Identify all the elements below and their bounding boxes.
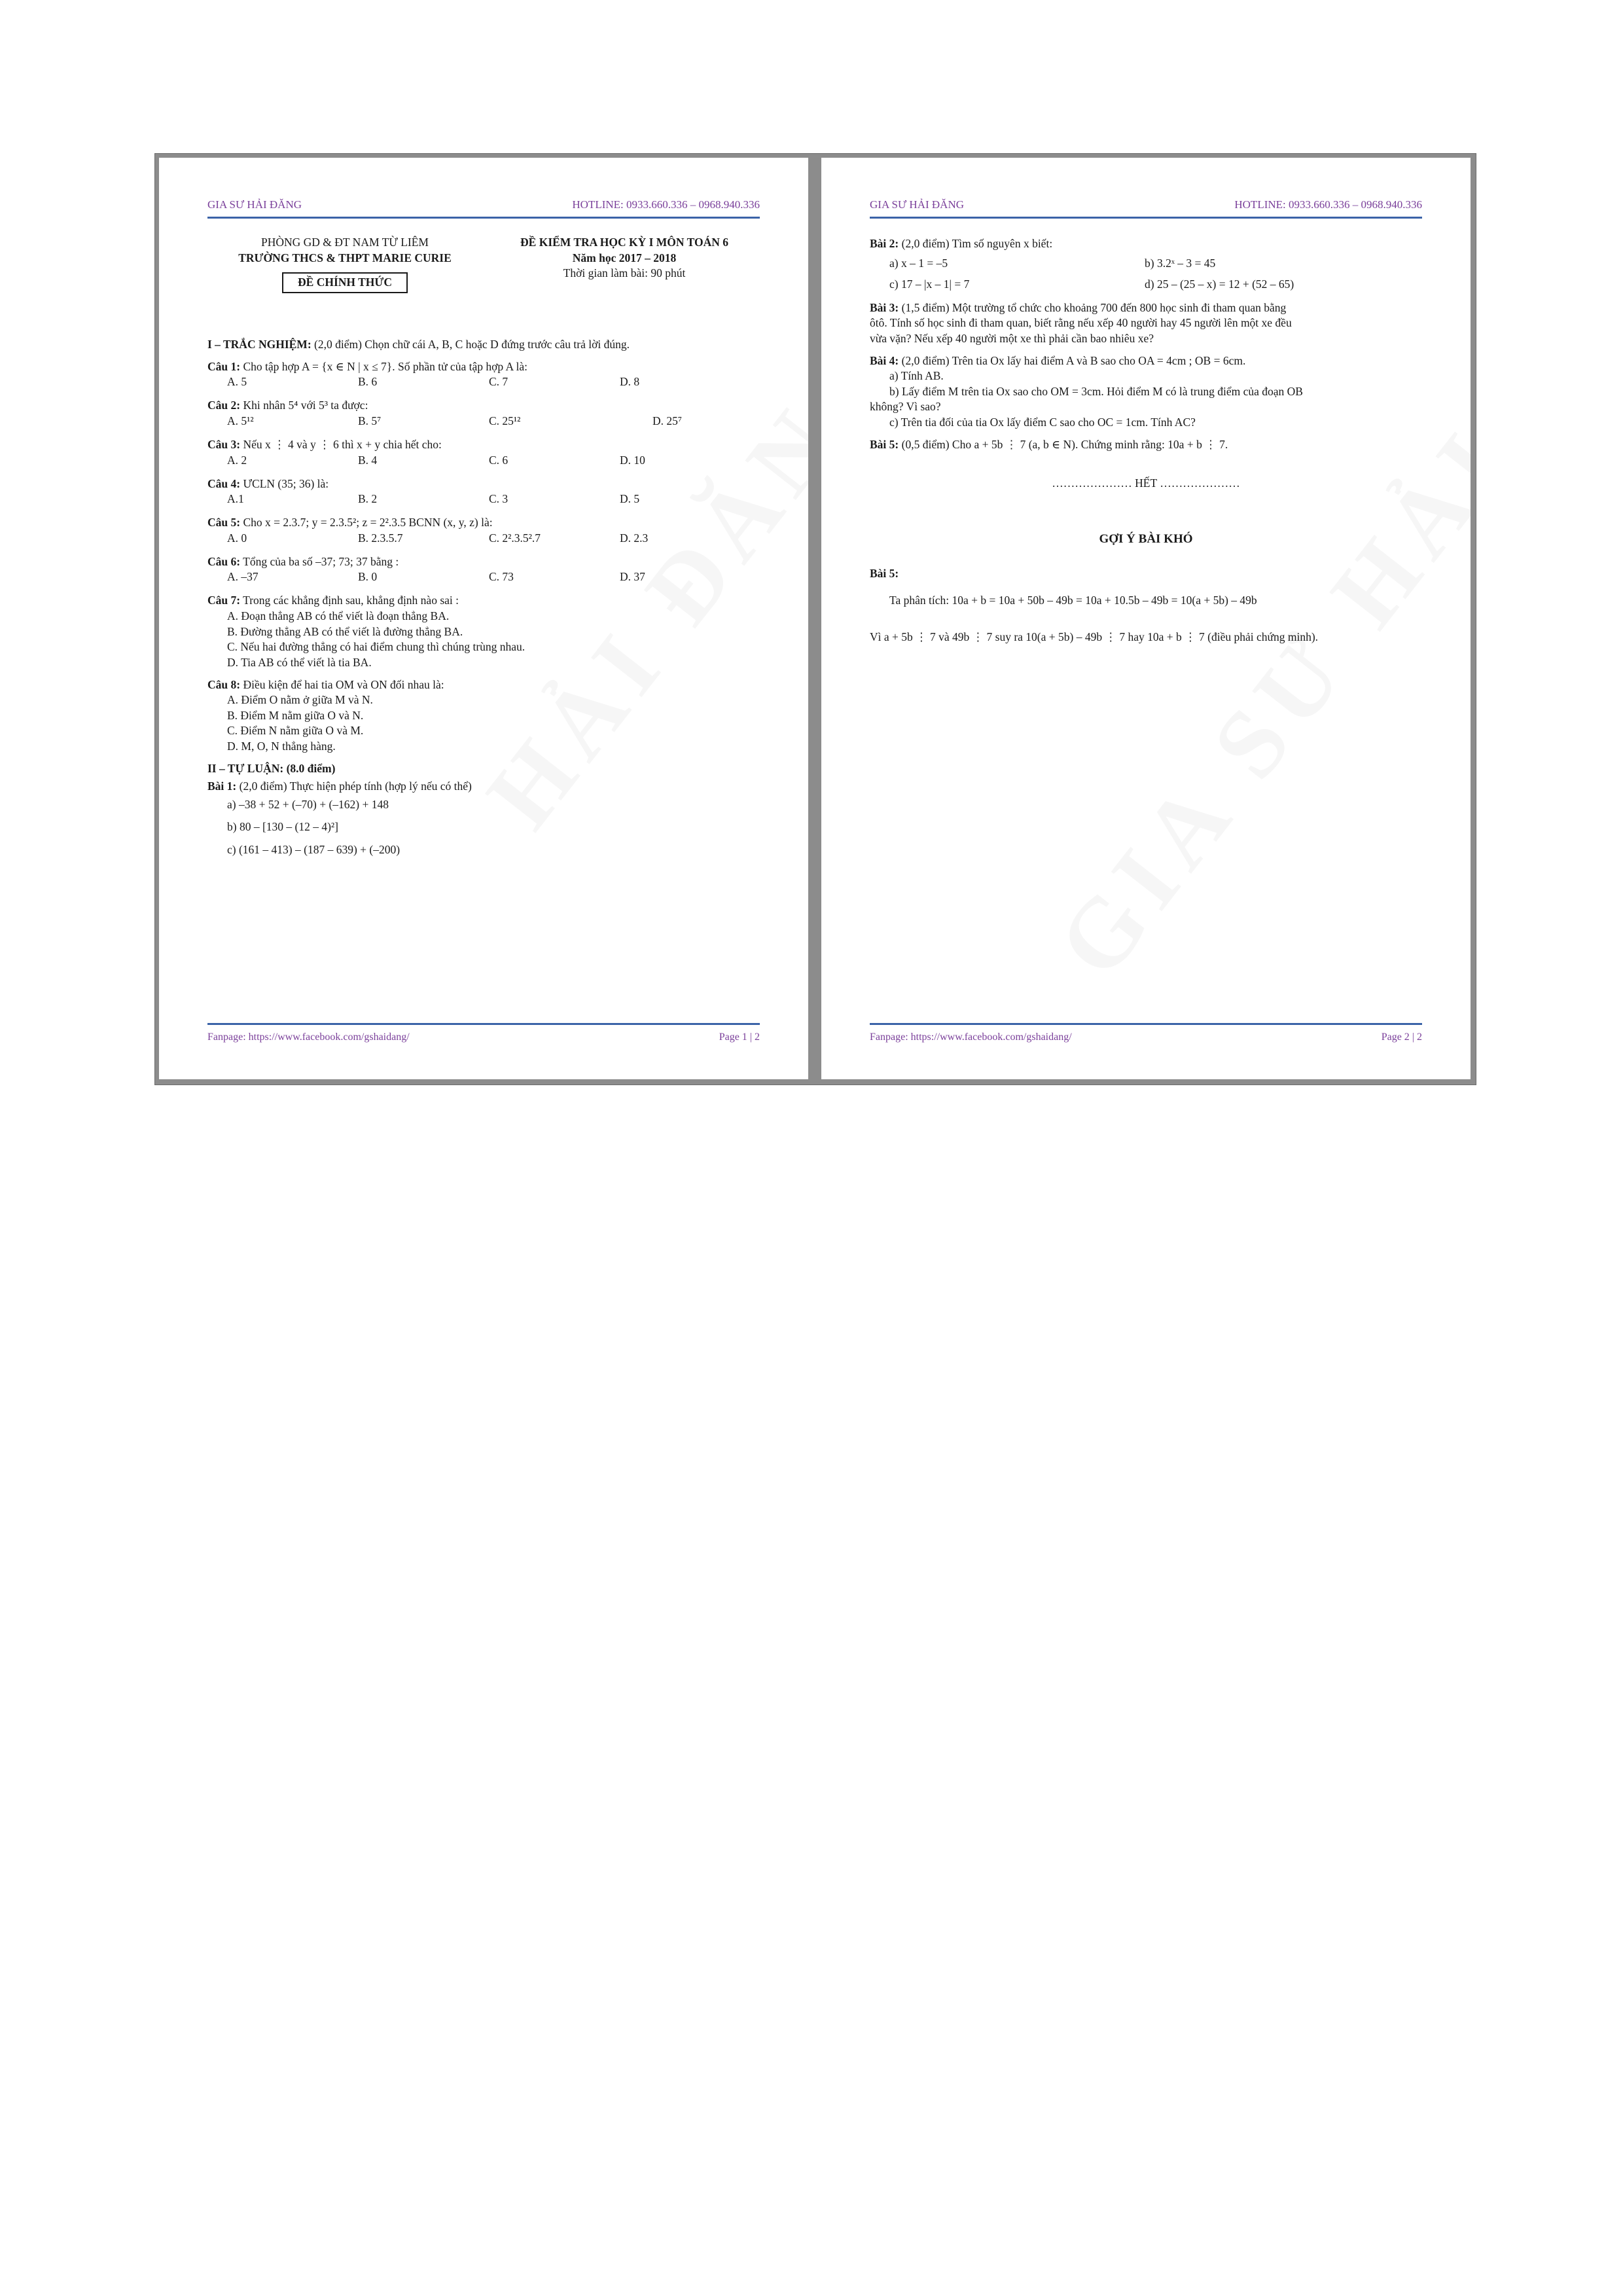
- hint-label: Bài 5:: [870, 566, 899, 580]
- page-2: [821, 158, 1471, 1079]
- bai4: [870, 353, 1422, 431]
- question-4: [207, 476, 760, 509]
- option-d: D. 10: [620, 453, 645, 467]
- hint-title: GỢI Ý BÀI KHÓ: [1099, 531, 1193, 546]
- option-b: B. Điểm M nằm giữa O và N.: [227, 708, 364, 722]
- option-a: A. –37: [227, 570, 259, 584]
- bai3-line-1: (1,5 điểm) Một trường tổ chức cho khoảng 700 đến 800 học sinh đi tham quan bằng: [899, 300, 1287, 314]
- question-label: Câu 6:: [207, 554, 241, 568]
- question-7: [207, 593, 760, 670]
- option-c: C. 7: [489, 375, 508, 389]
- question-label: Câu 2:: [207, 399, 241, 412]
- question-8: [207, 677, 760, 755]
- hint-line-2: Vì a + 5b ⋮ 7 và 49b ⋮ 7 suy ra 10(a + 5b) – 49b ⋮ 7 hay 10a + b ⋮ 7 (điều phải chứng minh).: [870, 630, 1319, 643]
- bai2-item-a: a) x – 1 = –5: [889, 256, 948, 270]
- option-d: D. 8: [620, 375, 640, 389]
- option-d: D. 2.3: [620, 531, 649, 545]
- options-row: [207, 492, 760, 509]
- page-footer: [870, 1023, 1422, 1049]
- question-text: Nếu x ⋮ 4 và y ⋮ 6 thì x + y chia hết cho:: [240, 437, 442, 451]
- bai2-text: (2,0 điểm) Tìm số nguyên x biết:: [899, 237, 1053, 250]
- question-text: Cho tập hợp A = {x ∈ N | x ≤ 7}. Số phần tử của tập hợp A là:: [240, 359, 528, 373]
- page-header: [870, 196, 1422, 219]
- option-b: B. 2: [358, 492, 378, 506]
- option-a: A. Đoạn thẳng AB có thể viết là đoạn thẳng BA.: [227, 609, 450, 622]
- department-name: PHÒNG GD & ĐT NAM TỪ LIÊM: [261, 236, 429, 249]
- options-row: [207, 531, 760, 548]
- header-brand: GIA SƯ HẢI ĐĂNG: [207, 198, 302, 211]
- option-b: B. 0: [358, 570, 378, 584]
- page-1: [159, 158, 808, 1079]
- bai1-heading: [207, 779, 760, 795]
- question-text: ƯCLN (35; 36) là:: [240, 476, 329, 490]
- option-a: A. 2: [227, 453, 247, 467]
- question-text: Điều kiện để hai tia OM và ON đối nhau là:: [240, 677, 444, 691]
- official-badge: ĐỀ CHÍNH THỨC: [282, 272, 408, 293]
- option-d: D. M, O, N thẳng hàng.: [227, 740, 336, 753]
- bai4-item-b-cont: không? Vì sao?: [870, 400, 941, 414]
- bai2-row-2: [870, 277, 1422, 294]
- footer-fanpage: Fanpage: https://www.facebook.com/gshaidang/: [870, 1031, 1072, 1043]
- bai1-item-a: a) –38 + 52 + (–70) + (–162) + 148: [227, 797, 389, 811]
- option-c: C. Điểm N nằm giữa O và M.: [227, 724, 364, 738]
- question-label: Câu 3:: [207, 437, 241, 451]
- bai3-label: Bài 3:: [870, 300, 899, 314]
- bai2-row-1: [870, 256, 1422, 273]
- options-row: [207, 374, 760, 391]
- school-name: TRƯỜNG THCS & THPT MARIE CURIE: [238, 251, 452, 264]
- question-text: Trong các khẳng định sau, khẳng định nào sai :: [240, 594, 459, 607]
- option-c: C. 6: [489, 453, 508, 467]
- question-label: Câu 1:: [207, 359, 241, 373]
- question-text: Cho x = 2.3.7; y = 2.3.5²; z = 2².3.5 BCNN (x, y, z) là:: [240, 516, 493, 529]
- part1-title: I – TRẮC NGHIỆM:: [207, 338, 312, 351]
- part1-desc: (2,0 điểm) Chọn chữ cái A, B, C hoặc D đứng trước câu trả lời đúng.: [311, 338, 630, 351]
- option-a: A. Điểm O nằm ở giữa M và N.: [227, 693, 373, 707]
- options-row: [207, 414, 760, 431]
- hint-line-1: Ta phân tích: 10a + b = 10a + 50b – 49b = 10a + 10.5b – 49b = 10(a + 5b) – 49b: [889, 594, 1257, 607]
- bai5: [870, 437, 1422, 453]
- question-label: Câu 4:: [207, 476, 241, 490]
- question-label: Câu 8:: [207, 677, 241, 691]
- options-row: [207, 569, 760, 586]
- option-c: C. 2².3.5².7: [489, 531, 541, 545]
- bai3-line-2: ôtô. Tính số học sinh đi tham quan, biết rằng nếu xếp 40 người hay 45 người lên một xe đều: [870, 316, 1292, 330]
- header-hotline: HOTLINE: 0933.660.336 – 0968.940.336: [572, 198, 760, 211]
- question-label: Câu 5:: [207, 516, 241, 529]
- exam-title-block: [207, 235, 760, 320]
- school-year: Năm học 2017 – 2018: [572, 251, 677, 264]
- option-a: A. 0: [227, 531, 247, 545]
- footer-page-number: Page 2 | 2: [1381, 1031, 1422, 1043]
- option-b: B. 6: [358, 375, 378, 389]
- option-d: D. 25⁷: [652, 414, 682, 427]
- bai1-label: Bài 1:: [207, 780, 237, 793]
- question-label: Câu 7:: [207, 594, 241, 607]
- bai1-text: (2,0 điểm) Thực hiện phép tính (hợp lý nếu có thể): [236, 780, 472, 793]
- bai5-text: (0,5 điểm) Cho a + 5b ⋮ 7 (a, b ∈ N). Chứng minh rằng: 10a + b ⋮ 7.: [899, 437, 1228, 451]
- option-c: C. 25¹²: [489, 414, 521, 427]
- question-text: Khi nhân 5⁴ với 5³ ta được:: [240, 399, 368, 412]
- option-a: A. 5¹²: [227, 414, 254, 427]
- options-row: [207, 453, 760, 470]
- part1-section: [207, 337, 760, 858]
- exam-title: ĐỀ KIỂM TRA HỌC KỲ I MÔN TOÁN 6: [520, 236, 728, 249]
- bai2-item-b: b) 3.2ˣ – 3 = 45: [1145, 256, 1216, 270]
- question-5: [207, 515, 760, 548]
- question-2: [207, 398, 760, 431]
- option-b: B. 2.3.5.7: [358, 531, 403, 545]
- bai5-label: Bài 5:: [870, 437, 899, 451]
- bai4-item-b: b) Lấy điểm M trên tia Ox sao cho OM = 3cm. Hỏi điểm M có là trung điểm của đoạn OB: [889, 384, 1303, 398]
- option-c: C. 3: [489, 492, 508, 506]
- question-1: [207, 359, 760, 392]
- page2-content: [870, 236, 1422, 645]
- bai3: [870, 300, 1422, 347]
- option-d: D. 37: [620, 570, 645, 584]
- footer-fanpage: Fanpage: https://www.facebook.com/gshaidang/: [207, 1031, 410, 1043]
- document-frame: [154, 153, 1476, 1085]
- option-a: A. 5: [227, 375, 247, 389]
- bai4-label: Bài 4:: [870, 353, 899, 367]
- bai1-item-c: c) (161 – 413) – (187 – 639) + (–200): [227, 843, 401, 857]
- option-d: D. 5: [620, 492, 640, 506]
- option-b: B. 4: [358, 453, 378, 467]
- question-6: [207, 554, 760, 587]
- page-footer: [207, 1023, 760, 1049]
- question-3: [207, 437, 760, 470]
- bai4-item-a: a) Tính AB.: [889, 369, 944, 383]
- option-a: A.1: [227, 492, 244, 506]
- option-b: B. 5⁷: [358, 414, 382, 427]
- option-b: B. Đường thẳng AB có thể viết là đường thẳng BA.: [227, 624, 463, 638]
- bai2-item-c: c) 17 – |x – 1| = 7: [889, 277, 970, 291]
- bai2-item-d: d) 25 – (25 – x) = 12 + (52 – 65): [1145, 277, 1294, 291]
- exam-duration: Thời gian làm bài: 90 phút: [563, 266, 686, 280]
- bai4-text: (2,0 điểm) Trên tia Ox lấy hai điểm A và B sao cho OA = 4cm ; OB = 6cm.: [899, 353, 1246, 367]
- footer-page-number: Page 1 | 2: [719, 1031, 760, 1043]
- question-text: Tổng của ba số –37; 73; 37 bằng :: [240, 554, 399, 568]
- header-hotline: HOTLINE: 0933.660.336 – 0968.940.336: [1234, 198, 1422, 211]
- bai4-item-c: c) Trên tia đối của tia Ox lấy điểm C sao cho OC = 1cm. Tính AC?: [889, 416, 1196, 429]
- option-d: D. Tia AB có thể viết là tia BA.: [227, 655, 372, 669]
- bai2-heading: [870, 236, 1422, 252]
- end-marker: ………………… HẾT …………………: [1052, 476, 1240, 490]
- header-brand: GIA SƯ HẢI ĐĂNG: [870, 198, 964, 211]
- bai3-line-3: vừa vặn? Nếu xếp 40 người một xe thì phải cần bao nhiêu xe?: [870, 331, 1154, 345]
- bai1-item-b: b) 80 – [130 – (12 – 4)²]: [227, 819, 339, 833]
- part2-title: II – TỰ LUẬN: (8.0 điểm): [207, 761, 336, 775]
- page-header: [207, 196, 760, 219]
- bai2-label: Bài 2:: [870, 237, 899, 250]
- option-c: C. Nếu hai đường thẳng có hai điểm chung thì chúng trùng nhau.: [227, 640, 526, 654]
- option-c: C. 73: [489, 570, 514, 584]
